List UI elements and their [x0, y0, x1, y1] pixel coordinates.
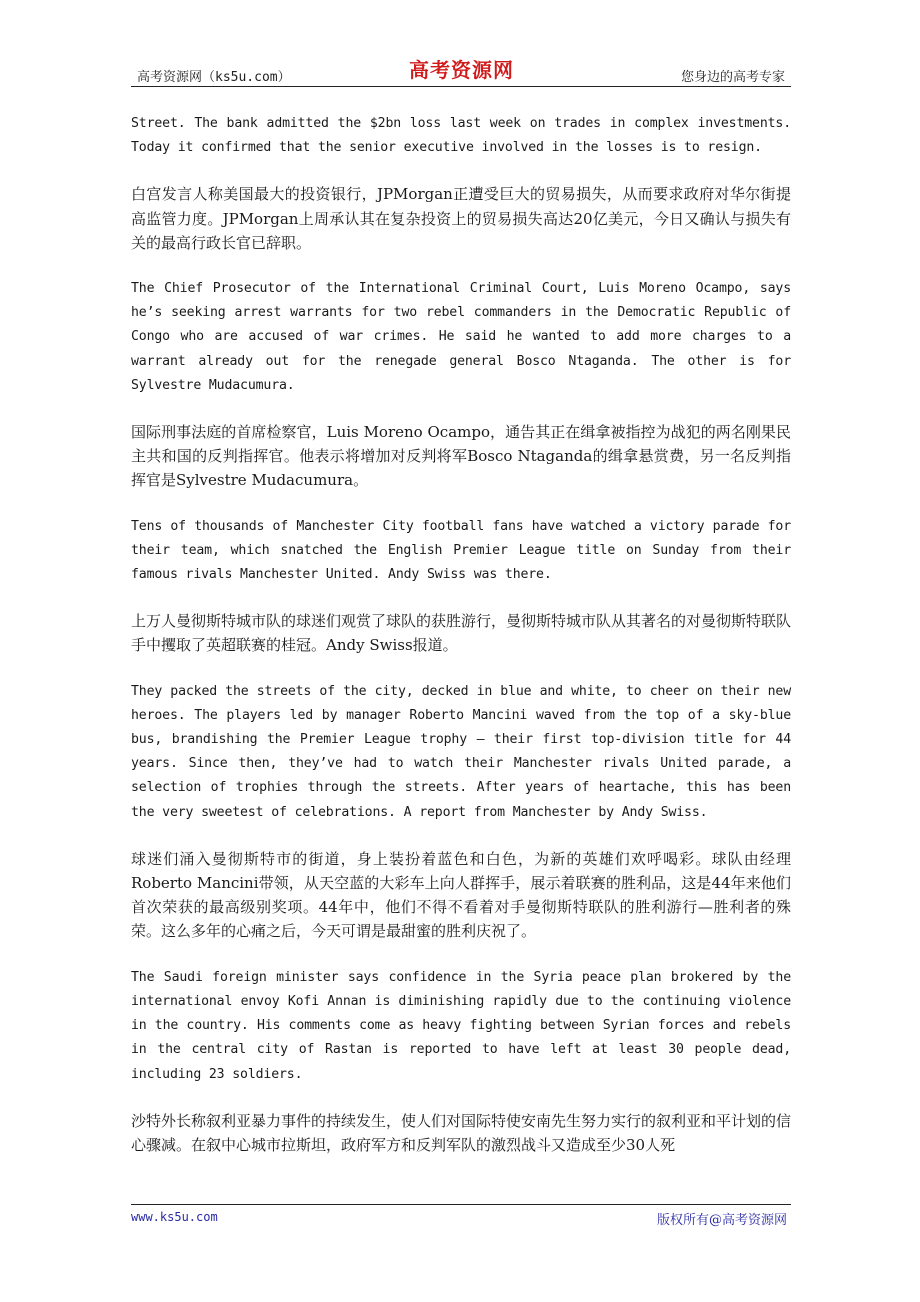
header-logo[interactable]: 高考资源网: [409, 58, 514, 82]
paragraph-en-parade: They packed the streets of the city, decked in blue and white, to cheer on their new heroes. The players led by manager Roberto Mancini waved from the top of a sky-blue bus, brandishing the Premier League trophy – their first top-division title for 44 years. Since then, they’ve had to watch their Manchester rivals United parade, a selection of trophies through the streets. After years of heartache, this has been the very sweetest of celebrations. A report from Manchester by Andy Swiss.: [131, 683, 791, 820]
paragraph-en-icc: The Chief Prosecutor of the International Criminal Court, Luis Moreno Ocampo, says he’s seeking arrest warrants for two rebel commanders in the Democratic Republic of Congo who are accused of war crimes. He said he wanted to add more charges to a warrant already out for the renegade general Bosco Ntaganda. The other is for Sylvestre Mudacumura.: [131, 281, 791, 393]
footer-copyright: 版权所有@高考资源网: [656, 1213, 787, 1228]
paragraph-zh-syria: 沙特外长称叙利亚暴力事件的持续发生，使人们对国际特使安南先生努力实行的叙利亚和平计划的信心骤减。在叙中心城市拉斯坦，政府军方和反判军队的激烈战斗又造成至少30人死: [131, 1111, 792, 1154]
paragraph-en-mancity: Tens of thousands of Manchester City football fans have watched a victory parade for their team, which snatched the English Premier League title on Sunday from their famous rivals Manchester United. Andy Swiss was there.: [131, 518, 791, 583]
paragraph-en-syria: The Saudi foreign minister says confidence in the Syria peace plan brokered by the international envoy Kofi Annan is diminishing rapidly due to the continuing violence in the country. His comments come as heavy fighting between Syrian forces and rebels in the central city of Rastan is reported to have left at least 30 people dead, including 23 soldiers.: [131, 969, 791, 1082]
page-footer: [131, 1204, 791, 1229]
header-slogan: 您身边的高考专家: [680, 70, 785, 85]
document-body: [131, 112, 791, 1157]
footer-link[interactable]: www.ks5u.com: [131, 1210, 218, 1224]
header-site-name: 高考资源网（ks5u.com）: [137, 70, 291, 85]
paragraph-zh-mancity: 上万人曼彻斯特城市队的球迷们观赏了球队的获胜游行，曼彻斯特城市队从其著名的对曼彻斯特联队手中攫取了英超联赛的桂冠。Andy Swiss报道。: [131, 612, 792, 655]
paragraph-zh-jpmorgan: 白宫发言人称美国最大的投资银行，JPMorgan正遭受巨大的贸易损失，从而要求政府对华尔街提高监管力度。JPMorgan上周承认其在复杂投资上的贸易损失高达20亿美元，今日又确认与损失有关的最高行政长官已辞职。: [131, 185, 791, 252]
paragraph-zh-parade: 球迷们涌入曼彻斯特市的街道，身上装扮着蓝色和白色，为新的英雄们欢呼喝彩。球队由经理Roberto Mancini带领，从天空蓝的大彩车上向人群挥手，展示着联赛的胜利品，这是44年来他们首次荣获的最高级别奖项。44年中，他们不得不看着对手曼彻斯特联队的胜利游行—胜利者的殊荣。这么多年的心痛之后，今天可谓是最甜蜜的胜利庆祝了。: [131, 849, 791, 941]
paragraph-en-jpmorgan: Street. The bank admitted the $2bn loss last week on trades in complex investments. Today it confirmed that the senior executive involved in the losses is to resign.: [131, 116, 791, 156]
paragraph-zh-icc: 国际刑事法庭的首席检察官，Luis Moreno Ocampo，通告其正在缉拿被指控为战犯的两名刚果民主共和国的反判指挥官。他表示将增加对反判将军Bosco Ntaganda的缉拿悬赏费，另一名反判指挥官是Sylvestre Mudacumura。: [131, 423, 791, 490]
page-header: [131, 52, 791, 87]
